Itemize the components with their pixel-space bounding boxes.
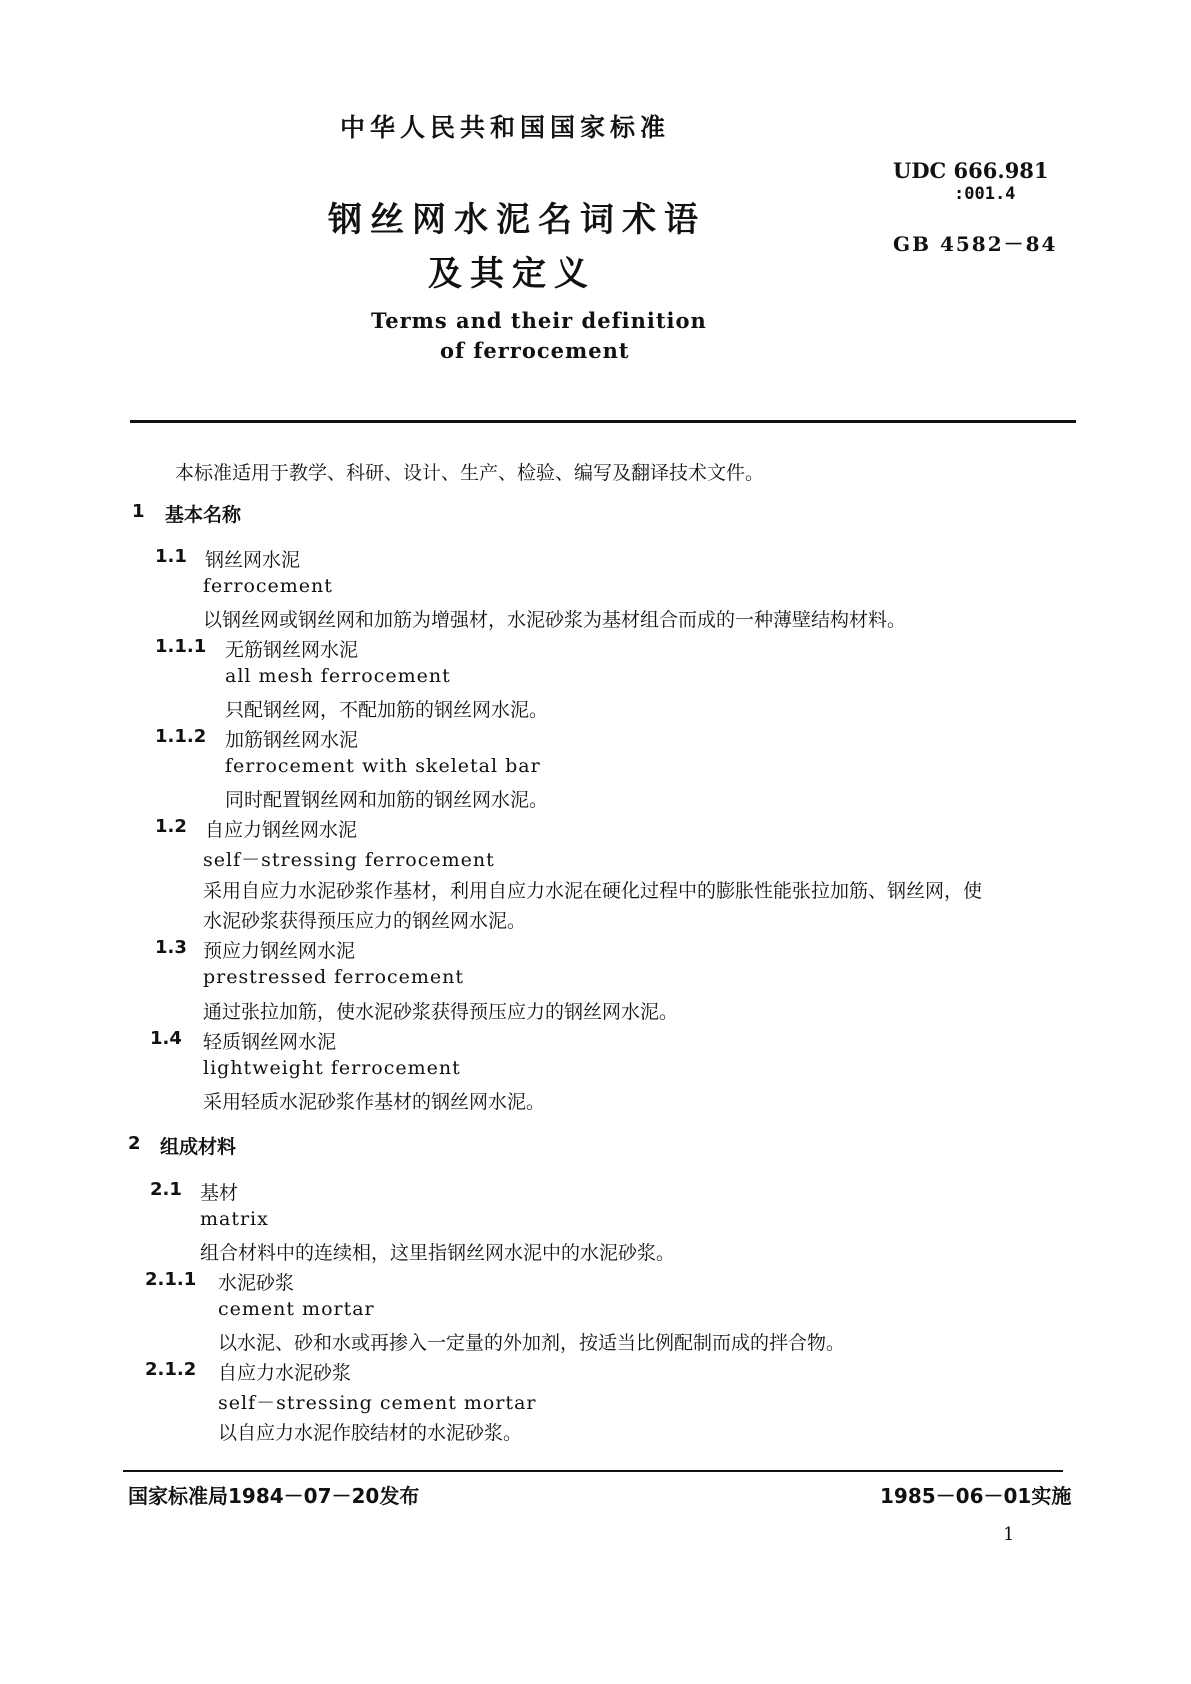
- term-zh: 无筋钢丝网水泥: [225, 639, 359, 661]
- title-en-line2: of ferrocement: [440, 338, 630, 363]
- implementation-date: 1985－06－01实施: [880, 1484, 1072, 1508]
- term-definition: 采用自应力水泥砂浆作基材，利用自应力水泥在硬化过程中的膨胀性能张拉加筋、钢丝网，使: [203, 880, 983, 902]
- udc-code-suffix: :001.4: [954, 184, 1016, 204]
- term-number: 1.3: [155, 937, 187, 958]
- intro-text: 本标准适用于教学、科研、设计、生产、检验、编写及翻译技术文件。: [175, 462, 765, 484]
- term-number: 2.1.1: [145, 1269, 197, 1290]
- term-zh: 自应力钢丝网水泥: [205, 819, 358, 841]
- term-definition: 采用轻质水泥砂浆作基材的钢丝网水泥。: [203, 1091, 546, 1113]
- section-title: 组成材料: [160, 1136, 237, 1158]
- term-definition: 通过张拉加筋，使水泥砂浆获得预压应力的钢丝网水泥。: [203, 1001, 679, 1023]
- term-en: ferrocement with skeletal bar: [225, 755, 541, 777]
- term-number: 1.2: [155, 816, 187, 837]
- term-en: lightweight ferrocement: [203, 1057, 461, 1079]
- term-en: all mesh ferrocement: [225, 665, 451, 687]
- section-number: 1: [132, 501, 145, 522]
- header-divider: [130, 420, 1076, 423]
- term-zh: 加筋钢丝网水泥: [225, 729, 359, 751]
- term-en: cement mortar: [218, 1298, 375, 1320]
- gb-number: GB 4582－84: [893, 232, 1058, 256]
- title-zh-line1: 钢丝网水泥名词术语: [328, 200, 706, 240]
- term-zh: 轻质钢丝网水泥: [203, 1031, 337, 1053]
- title-zh-line2: 及其定义: [428, 254, 596, 294]
- term-en: self－stressing cement mortar: [218, 1392, 537, 1414]
- term-definition: 以自应力水泥作胶结材的水泥砂浆。: [218, 1422, 523, 1444]
- term-definition: 水泥砂浆获得预压应力的钢丝网水泥。: [203, 910, 527, 932]
- term-en: ferrocement: [203, 575, 333, 597]
- term-number: 2.1: [150, 1179, 182, 1200]
- term-number: 1.1.1: [155, 636, 207, 657]
- footer-divider: [123, 1470, 1063, 1472]
- term-zh: 钢丝网水泥: [205, 549, 301, 571]
- term-en: prestressed ferrocement: [203, 966, 465, 988]
- section-title: 基本名称: [165, 504, 242, 526]
- term-zh: 自应力水泥砂浆: [218, 1362, 352, 1384]
- term-zh: 预应力钢丝网水泥: [203, 940, 356, 962]
- term-zh: 水泥砂浆: [218, 1272, 295, 1294]
- term-number: 1.4: [150, 1028, 182, 1049]
- udc-code: UDC 666.981: [893, 158, 1049, 183]
- section-number: 2: [128, 1133, 141, 1154]
- title-en-line1: Terms and their definition: [371, 308, 707, 333]
- term-definition: 以钢丝网或钢丝网和加筋为增强材，水泥砂浆为基材组合而成的一种薄壁结构材料。: [203, 609, 907, 631]
- term-number: 1.1: [155, 546, 187, 567]
- term-number: 1.1.2: [155, 726, 207, 747]
- term-en: matrix: [200, 1208, 269, 1230]
- term-definition: 以水泥、砂和水或再掺入一定量的外加剂，按适当比例配制而成的拌合物。: [218, 1332, 846, 1354]
- term-number: 2.1.2: [145, 1359, 197, 1380]
- issue-date: 国家标准局1984－07－20发布: [128, 1484, 420, 1508]
- term-definition: 同时配置钢丝网和加筋的钢丝网水泥。: [225, 789, 549, 811]
- term-definition: 只配钢丝网，不配加筋的钢丝网水泥。: [225, 699, 549, 721]
- term-definition: 组合材料中的连续相，这里指钢丝网水泥中的水泥砂浆。: [200, 1242, 676, 1264]
- term-zh: 基材: [200, 1182, 239, 1204]
- national-standard-heading: 中华人民共和国国家标准: [340, 113, 671, 142]
- term-en: self－stressing ferrocement: [203, 849, 495, 871]
- page-number: 1: [1003, 1524, 1015, 1545]
